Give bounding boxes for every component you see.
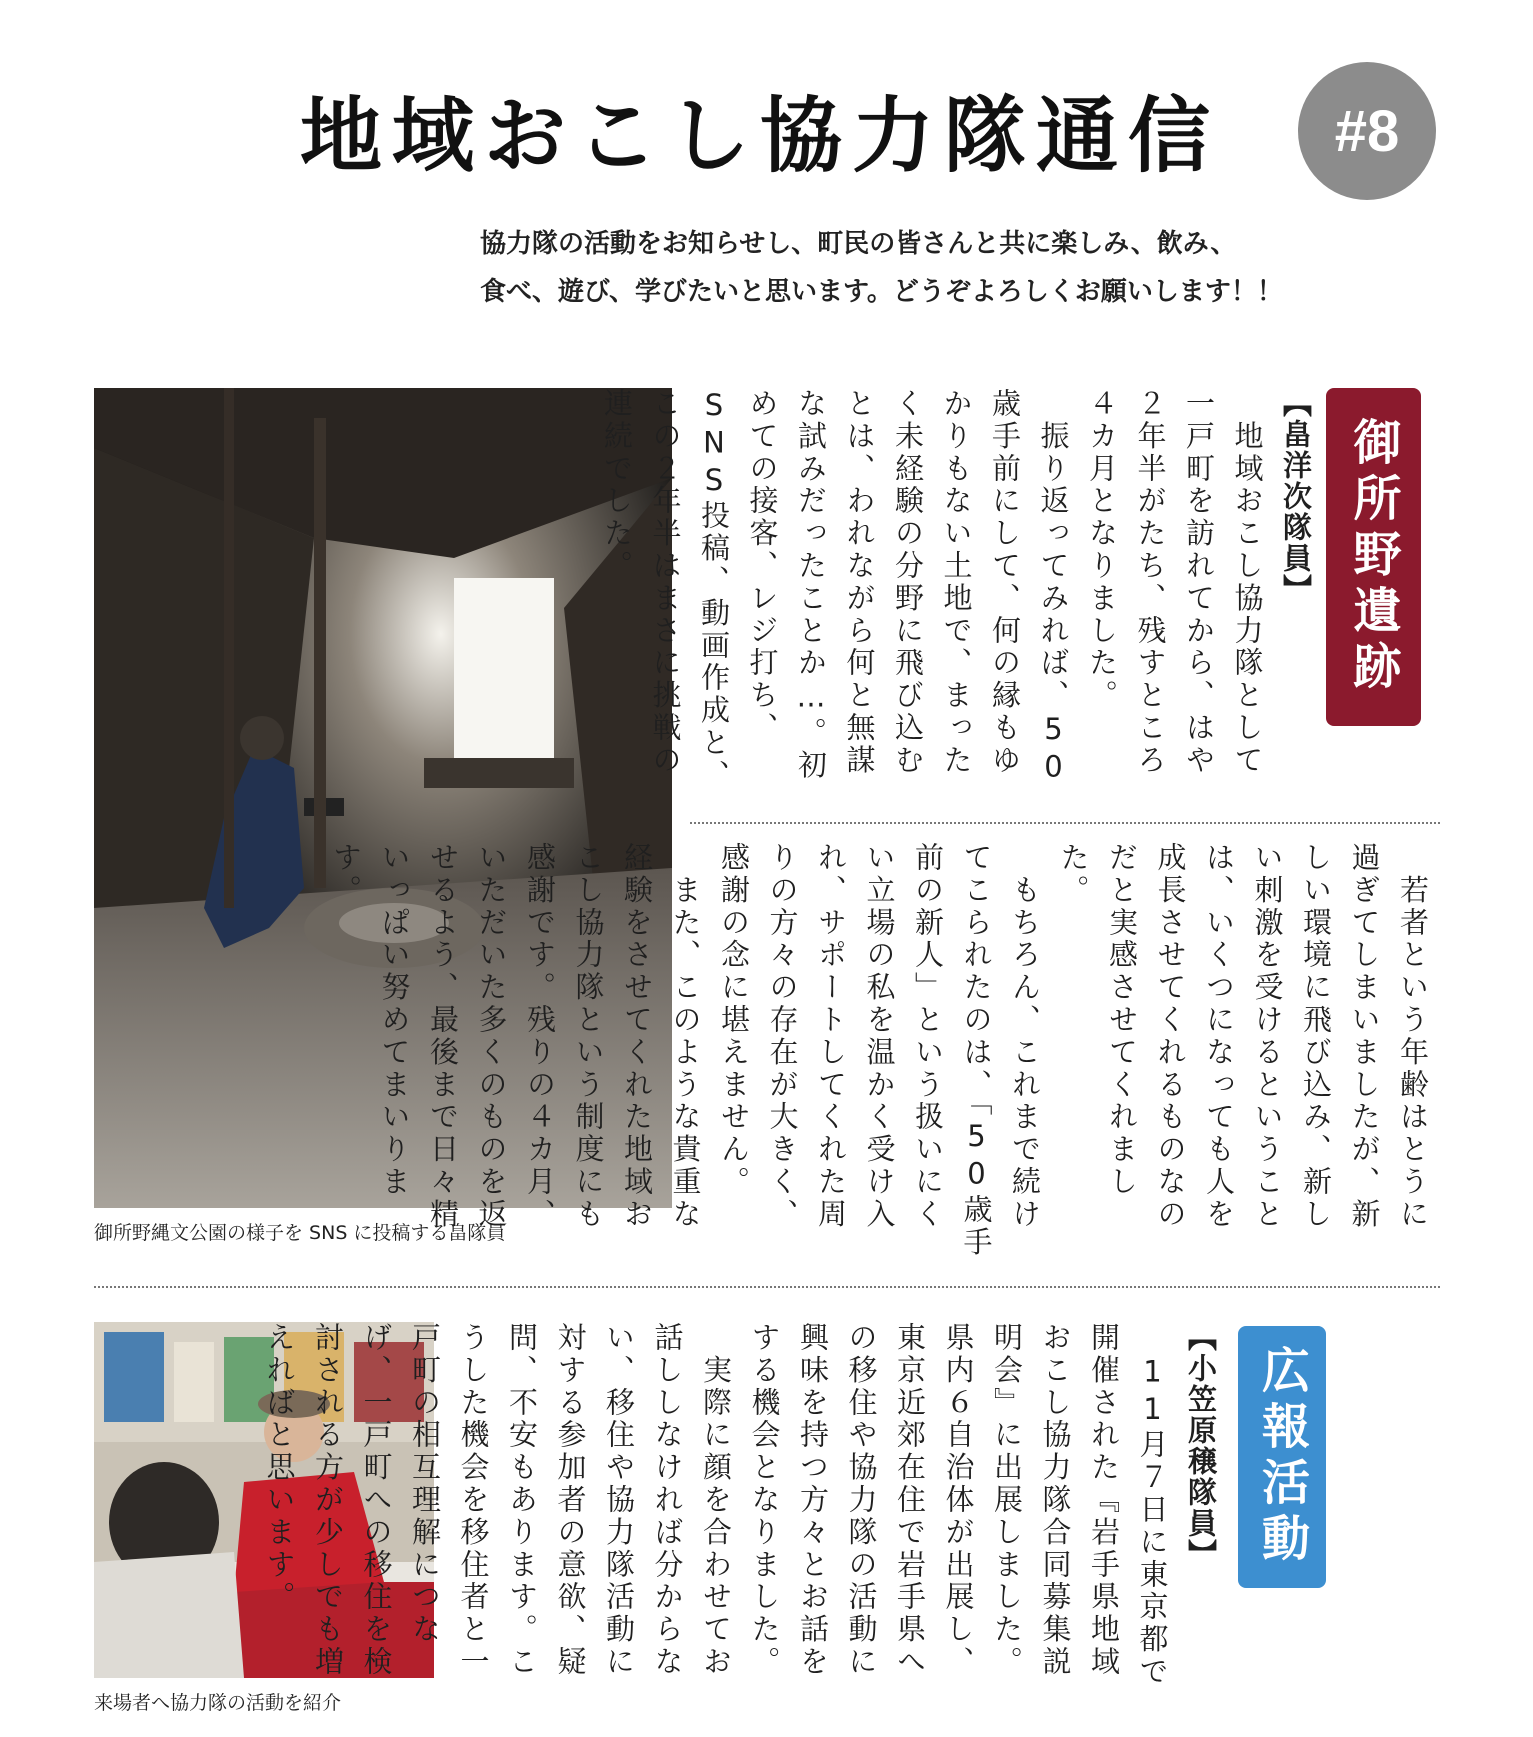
section-tag-pr: 広報活動 — [1238, 1326, 1326, 1588]
divider-1 — [690, 822, 1440, 824]
section1-text-lower — [322, 842, 1438, 1262]
newsletter-title: 地域おこし協力隊通信 — [300, 89, 1221, 184]
section1-text-upper — [593, 388, 1321, 808]
section1-paragraph-2: 振り返ってみれば、50歳手前にして、何の縁もゆかりもない土地で、まったく未経験の分野に飛び込むとは、われながら何と無謀な試みだったことか…。初めての接客、レジ打ち、SNS投稿、動画作成と、この２年半はまさに挑戦の連続でした。 — [600, 388, 1071, 792]
photo-caption-goshono: 御所野縄文公園の様子を SNS に投稿する畠隊員 — [94, 1222, 506, 1244]
byline-hata: 【畠洋次隊員】 — [1279, 388, 1313, 605]
photo-caption-booth: 来場者へ協力隊の活動を紹介 — [94, 1692, 342, 1714]
intro-line-2: 食べ、遊び、学びたいと思います。どうぞよろしくお願いします！！ — [480, 277, 1283, 307]
section1-paragraph-1: 地域おこし協力隊として一戸町を訪れてから、はや２年半がたち、残すところ４カ月となりました。 — [1085, 388, 1265, 777]
section1-paragraph-5: また、このような貴重な経験をさせてくれた地域おこし協力隊という制度にも感謝です。残りの４カ月、いただいた多くのものを返せるよう、最後まで日々精いっぱい努めてまいります。 — [329, 842, 703, 1231]
section1-paragraph-4: もちろん、これまで続けてこられたのは、「50歳手前の新人」という扱いにくい立場の私を温かく受け入れ、サポートしてくれた周りの方々の存在が大きく、感謝の念に堪えません。 — [717, 842, 1042, 1259]
byline-ogasawara: 【小笠原穣隊員】 — [1184, 1322, 1218, 1570]
intro-line-1: 協力隊の活動をお知らせし、町民の皆さんと共に楽しみ、飲み、 — [480, 229, 1237, 259]
divider-2 — [94, 1286, 1440, 1288]
section2-paragraph-2: 実際に顔を合わせてお話ししなければ分からない、移住や協力隊活動に対する参加者の意欲、疑問、不安もあります。こうした機会を移住者と一戸町の相互理解につなげ、一戸町への移住を検討される方が少しでも増えればと思います。 — [262, 1322, 733, 1679]
section-tag-goshono: 御所野遺跡 — [1326, 388, 1421, 726]
section1-paragraph-3: 若者という年齢はとうに過ぎてしまいましたが、新しい環境に飛び込み、新しい刺激を受けるということは、いくつになっても人を成長させてくれるものなのだと実感させてくれました。 — [1056, 842, 1430, 1231]
section2-text — [255, 1322, 1225, 1692]
section2-paragraph-1: 11月７日に東京都で開催された『岩手県地域おこし協力隊合同募集説明会』に出展しました。県内６自治体が出展し、東京近郊在住で岩手県への移住や協力隊の活動に興味を持つ方々とお話をする機会となりました。 — [747, 1322, 1170, 1689]
issue-badge: #8 — [1298, 62, 1436, 200]
intro-text — [480, 220, 1480, 316]
